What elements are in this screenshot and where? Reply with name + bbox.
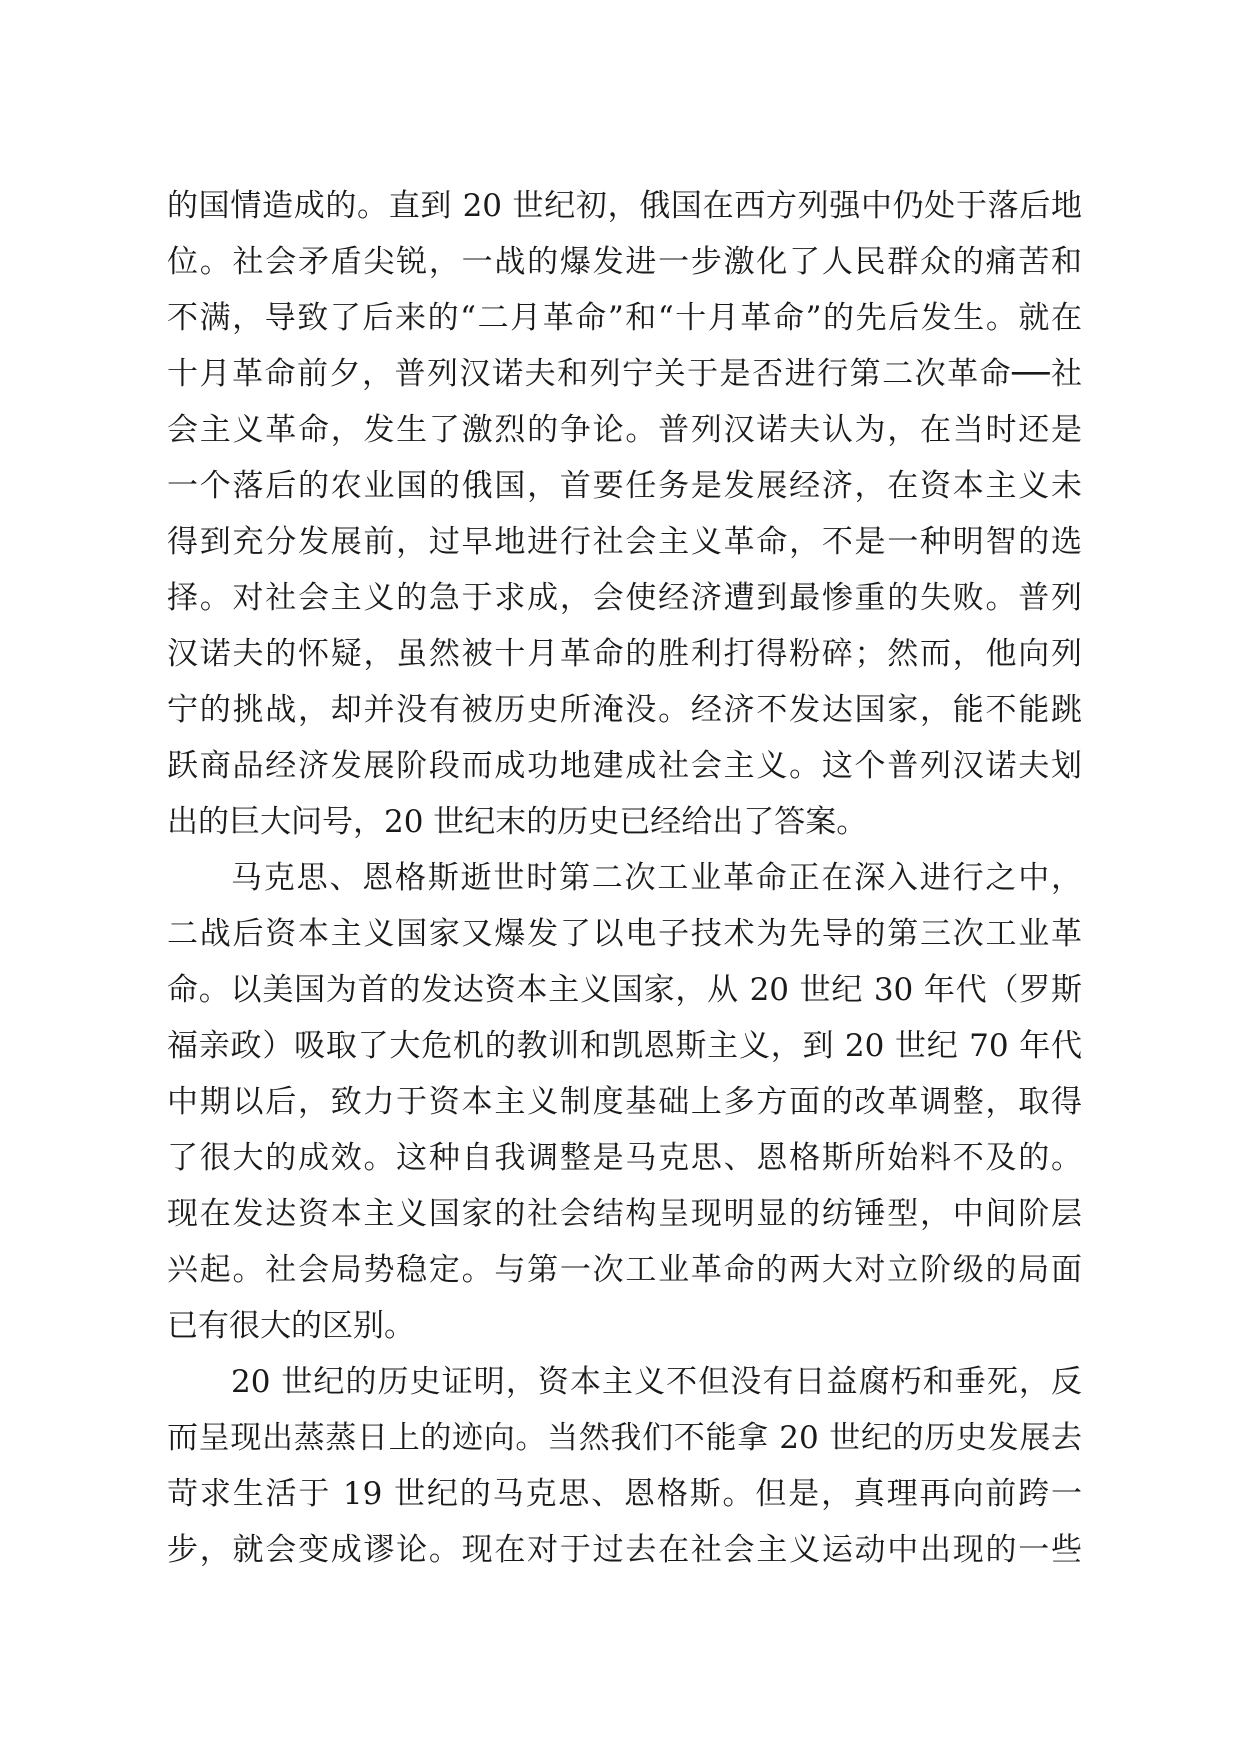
- text-line: 命。以美国为首的发达资本主义国家，从 20 世纪 30 年代（罗斯: [167, 972, 1082, 1008]
- text-line: 20 世纪的历史证明，资本主义不但没有日益腐朽和垂死，反: [231, 1364, 1082, 1400]
- text-line: 跃商品经济发展阶段而成功地建成社会主义。这个普列汉诺夫划: [167, 748, 1082, 784]
- text-line: 已有很大的区别。: [167, 1308, 415, 1344]
- text-line: 位。社会矛盾尖锐，一战的爆发进一步激化了人民群众的痛苦和: [167, 244, 1082, 280]
- text-line: 的国情造成的。直到 20 世纪初，俄国在西方列强中仍处于落后地: [167, 188, 1082, 224]
- paragraph: [167, 850, 1082, 1354]
- body-text: [167, 178, 1082, 1578]
- text-line: 汉诺夫的怀疑，虽然被十月革命的胜利打得粉碎；然而，他向列: [167, 636, 1082, 672]
- text-line: 出的巨大问号，20 世纪末的历史已经给出了答案。: [167, 804, 868, 840]
- paragraph: [167, 1354, 1082, 1578]
- text-line: 得到充分发展前，过早地进行社会主义革命，不是一种明智的选: [167, 524, 1082, 560]
- text-line: 步，就会变成谬论。现在对于过去在社会主义运动中出现的一些: [167, 1532, 1082, 1568]
- paragraph: [167, 178, 1082, 850]
- text-line: 一个落后的农业国的俄国，首要任务是发展经济，在资本主义未: [167, 468, 1082, 504]
- text-line: 兴起。社会局势稳定。与第一次工业革命的两大对立阶级的局面: [167, 1252, 1082, 1288]
- text-line: 宁的挑战，却并没有被历史所淹没。经济不发达国家，能不能跳: [167, 692, 1082, 728]
- text-line: 十月革命前夕，普列汉诺夫和列宁关于是否进行第二次革命──社: [167, 356, 1082, 392]
- text-line: 马克思、恩格斯逝世时第二次工业革命正在深入进行之中，: [231, 860, 1082, 896]
- text-line: 现在发达资本主义国家的社会结构呈现明显的纺锤型，中间阶层: [167, 1196, 1082, 1232]
- text-line: 二战后资本主义国家又爆发了以电子技术为先导的第三次工业革: [167, 916, 1082, 952]
- text-line: 福亲政）吸取了大危机的教训和凯恩斯主义，到 20 世纪 70 年代: [167, 1028, 1082, 1064]
- text-line: 而呈现出蒸蒸日上的迹向。当然我们不能拿 20 世纪的历史发展去: [167, 1420, 1082, 1456]
- text-line: 中期以后，致力于资本主义制度基础上多方面的改革调整，取得: [167, 1084, 1082, 1120]
- text-line: 会主义革命，发生了激烈的争论。普列汉诺夫认为，在当时还是: [167, 412, 1082, 448]
- text-line: 了很大的成效。这种自我调整是马克思、恩格斯所始料不及的。: [167, 1140, 1082, 1176]
- text-line: 不满，导致了后来的“二月革命”和“十月革命”的先后发生。就在: [167, 300, 1082, 336]
- text-line: 苛求生活于 19 世纪的马克思、恩格斯。但是，真理再向前跨一: [167, 1476, 1082, 1512]
- text-line: 择。对社会主义的急于求成，会使经济遭到最惨重的失败。普列: [167, 580, 1082, 616]
